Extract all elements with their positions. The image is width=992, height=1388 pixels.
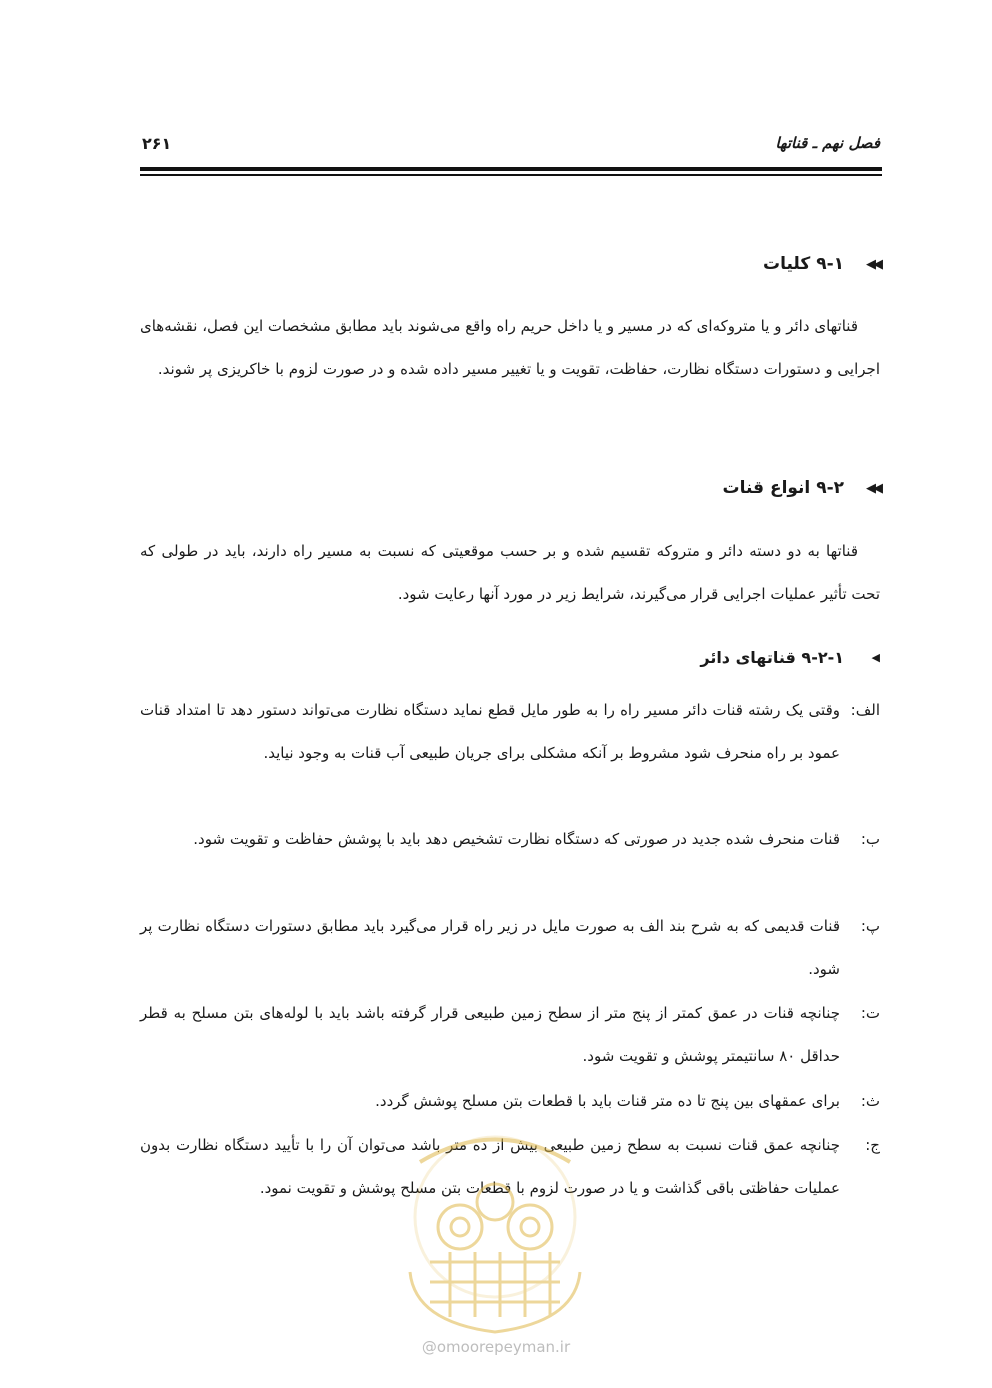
list-item (140, 818, 880, 861)
chapter-title: فصل نهم ـ قناتها (775, 134, 880, 152)
subsection-heading-active-qanats (700, 648, 880, 667)
list-item (140, 689, 880, 775)
item-text: وقتی یک رشته قنات دائر مسیر راه را به طور مایل قطع نماید دستگاه نظارت می‌تواند دستور دهد تا امتداد قنات عمود بر راه منحرف شود مشروط بر آنکه مشکلی برای جریان طبیعی آب قنات به وجود نیاید. (140, 701, 840, 762)
item-label: الف: (850, 701, 880, 719)
section-heading-general (763, 254, 880, 274)
section-paragraph-types: قناتها به دو دسته دائر و متروکه تقسیم شده و بر حسب موقعیتی که نسبت به مسیر راه دارند، باید در طولی که تحت تأثیر عملیات اجرایی قرار می‌گیرند، شرایط زیر در مورد آنها رعایت شود. (140, 542, 880, 603)
item-text: چنانچه عمق قنات نسبت به سطح زمین طبیعی بیش از ده متر باشد می‌توان آن را با تأیید دستگاه نظارت بدون عملیات حفاظتی باقی گذاشت و یا در صورت لزوم با قطعات بتن مسلح پوشش و تقویت نمود. (140, 1136, 840, 1197)
item-text: چنانچه قنات در عمق کمتر از پنج متر از سطح زمین طبیعی قرار گرفته باشد باید با لوله‌های بتن مسلح به قطر حداقل ۸۰ سانتیمتر پوشش و تقویت شود. (140, 1004, 840, 1065)
list-item (140, 992, 880, 1078)
item-label: پ: (860, 917, 880, 935)
arrow-icon: ◀ (871, 651, 880, 664)
section-paragraph-general: قناتهای دائر و یا متروکه‌ای که در مسیر و یا داخل حریم راه واقع می‌شوند باید مطابق مشخصات این فصل، نقشه‌های اجرایی و دستورات دستگاه نظارت، حفاظت، تقویت و یا تغییر مسیر داده شده و در صورت لزوم با خاکریزی پر شوند. (140, 317, 880, 378)
section-title: ۹-۲ انواع قنات (722, 478, 844, 498)
list-item (140, 905, 880, 991)
double-arrow-icon: ◀◀ (866, 480, 880, 496)
item-label: ب: (860, 830, 880, 848)
watermark-emblem-icon (390, 1122, 600, 1337)
item-label: ت: (860, 1004, 880, 1022)
double-arrow-icon: ◀◀ (866, 256, 880, 272)
item-text: قنات قدیمی که به شرح بند الف به صورت مایل در زیر راه قرار می‌گیرد باید مطابق دستورات دستگاه نظارت پر شود. (140, 917, 840, 978)
subsection-title: ۹-۲-۱ قناتهای دائر (700, 648, 844, 667)
list-item (140, 1080, 880, 1123)
item-label: ث: (860, 1092, 880, 1110)
item-text: برای عمقهای بین پنج تا ده متر قنات باید با قطعات بتن مسلح پوشش گردد. (375, 1092, 840, 1110)
item-text: قنات منحرف شده جدید در صورتی که دستگاه نظارت تشخیص دهد باید با پوشش حفاظت و تقویت شود. (193, 830, 840, 848)
item-label: ج: (865, 1136, 880, 1154)
header-rule-thin (140, 174, 882, 176)
section-heading-types (723, 478, 881, 498)
watermark-site-text: @omoorepeyman.ir (421, 1338, 571, 1356)
header-rule-thick (140, 167, 882, 171)
page-header (142, 128, 880, 158)
page-number: ۲۶۱ (142, 133, 172, 153)
section-title: ۹-۱ کلیات (763, 254, 844, 274)
